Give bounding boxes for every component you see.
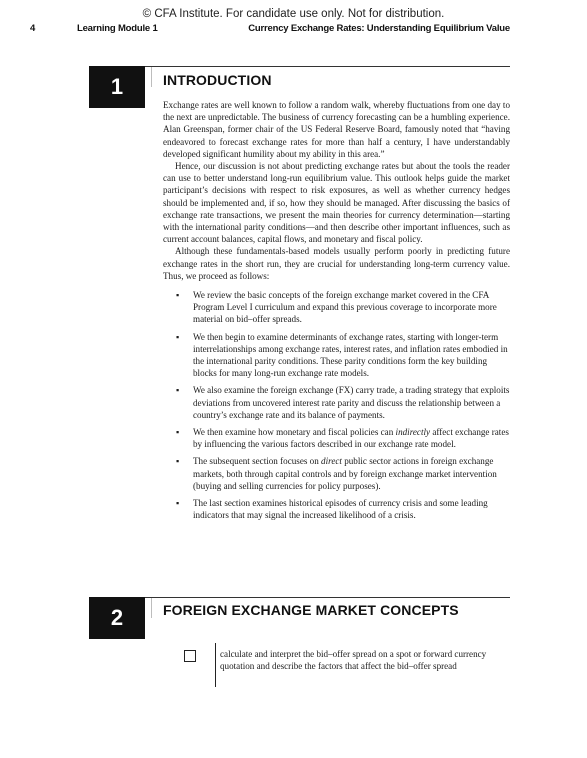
los-divider — [215, 643, 216, 687]
overview-bullet-list — [163, 289, 510, 521]
section-2-rule — [89, 597, 510, 598]
running-module-label: Learning Module 1 — [77, 23, 158, 34]
intro-paragraph-1: Exchange rates are well known to follow a random walk, whereby fluctuations from one day to the next are unpredictable. The business of currency forecasting can be a humbling experience. Alan Greenspan, former chair of the US Federal Reserve Board, famously noted that “having endeavored to forecast exchange rates for more than half a century, I have understandably developed significant humility about my ability in this area.” — [163, 100, 510, 159]
section-1-divider — [151, 67, 152, 87]
section-1-number: 1 — [110, 74, 124, 99]
page-number: 4 — [30, 23, 36, 34]
intro-paragraph-2: Hence, our discussion is not about predicting exchange rates but about the tools the reader can use to better understand long-run equilibrium value. This outlook helps guide the market participant’s decisions with respect to risk exposures, as well as whether currency hedges should be implemented and, if so, how they should be managed. After discussing the basics of exchange rate transactions, we present the main theories for currency determination—starting with the international parity conditions—and then describe other important influences, such as current account balances, capital flows, and monetary and fiscal policy. — [163, 161, 510, 245]
distribution-notice: © CFA Institute. For candidate use only. Not for distribution. — [142, 8, 445, 20]
section-2-divider — [151, 598, 152, 618]
list-item: ▪ We then begin to examine determinants of exchange rates, starting with longer-term interrelationships among exchange rates, interest rates, and inflation rates embodied in the international parity conditions. These parity conditions form the key building blocks for many long-run exchange rate models. — [193, 331, 510, 380]
emphasis-text: direct — [321, 456, 342, 467]
emphasis-text: indirectly — [395, 427, 431, 438]
list-item — [193, 455, 510, 492]
list-item: ▪ We review the basic concepts of the foreign exchange market covered in the CFA Program Level I curriculum and expand this previous coverage to incorporate more material on bid–offer spreads. — [193, 289, 510, 326]
section-1-body — [163, 99, 510, 527]
section-1-heading: INTRODUCTION — [163, 72, 272, 88]
intro-paragraph-3: Although these fundamentals-based models usually perform poorly in predicting future exchange rates in the short run, they are crucial for understanding long-term currency value. Thus, we proceed as follows: — [163, 246, 510, 281]
list-item — [193, 426, 510, 450]
bullet-text: public sector actions in foreign exchange markets, both through capital controls and by foreign exchange market intervention (buying and selling currencies for policy purposes). — [193, 456, 497, 491]
bullet-text: The subsequent section focuses on — [193, 456, 322, 467]
learning-outcome-statement: calculate and interpret the bid–offer spread on a spot or forward currency quotation and describe the factors that affect the bid–offer spread — [220, 649, 487, 672]
los-checkbox[interactable] — [184, 650, 196, 662]
list-item: ▪ The last section examines historical episodes of currency crisis and some leading indicators that may signal the increased likelihood of a crisis. — [193, 497, 510, 521]
section-2-number-box — [89, 597, 145, 639]
bullet-text: affect exchange rates by influencing the various factors described in our exchange rate model. — [193, 427, 509, 450]
section-2-heading: FOREIGN EXCHANGE MARKET CONCEPTS — [163, 602, 459, 618]
running-title: Currency Exchange Rates: Understanding Equilibrium Value — [248, 23, 510, 34]
bullet-text: We then examine how monetary and fiscal policies can — [193, 427, 396, 438]
list-item: ▪ We also examine the foreign exchange (FX) carry trade, a trading strategy that exploits deviations from uncovered interest rate parity and discuss the relationship between a country’s exchange rate and its balance of payments. — [193, 384, 510, 421]
section-1-number-box — [89, 66, 145, 108]
section-1-rule — [89, 66, 510, 67]
section-2-number: 2 — [110, 605, 124, 630]
